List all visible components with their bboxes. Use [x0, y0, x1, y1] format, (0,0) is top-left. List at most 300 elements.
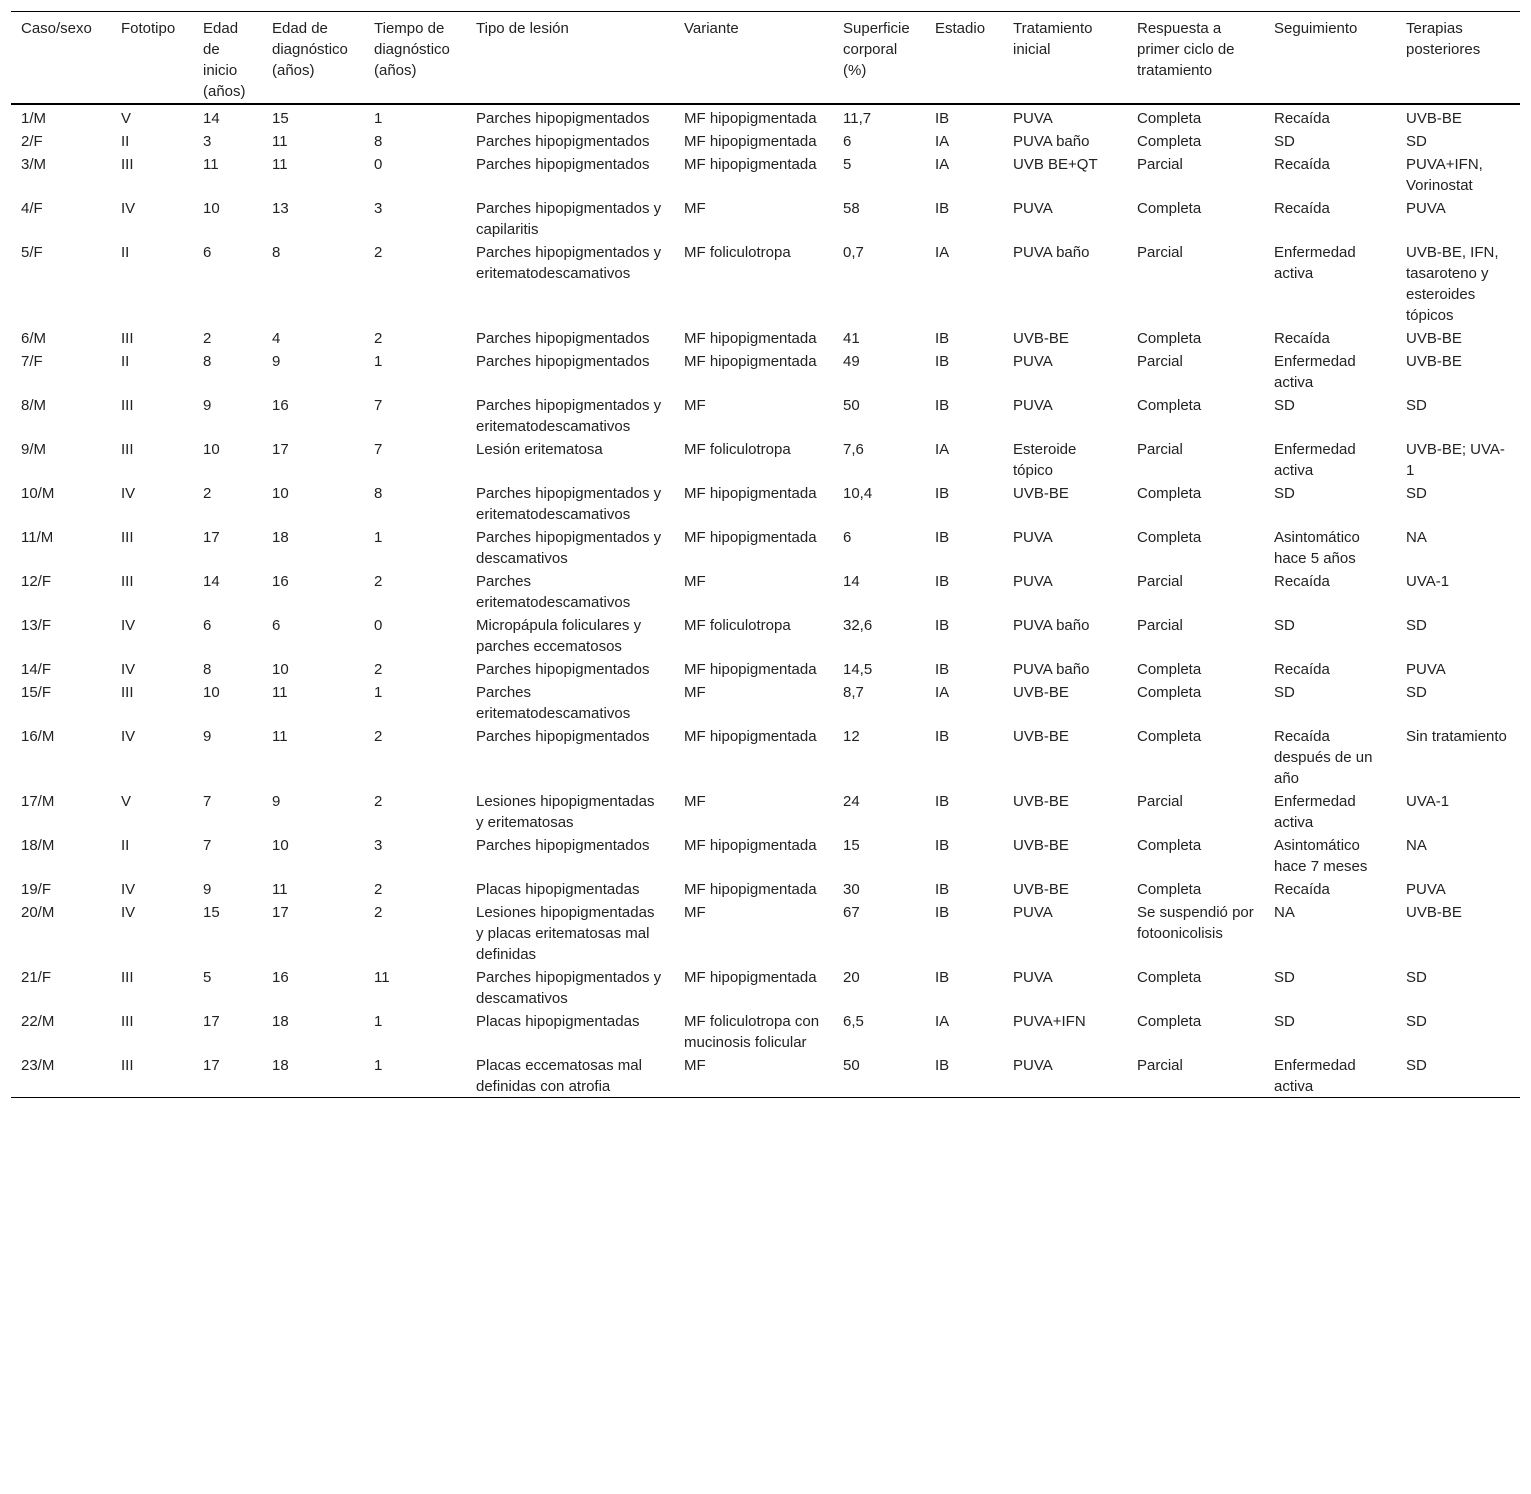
table-row [11, 129, 1520, 152]
cell-subsequent-therapies: UVB-BE; UVA-1 [1406, 441, 1505, 479]
cell-follow-up: SD [1274, 133, 1295, 150]
cell-variant: MF [684, 397, 706, 414]
cell-initial-treatment: UVB-BE [1013, 684, 1069, 701]
cell-variant: MF hipopigmentada [684, 353, 817, 370]
cell-phototype: II [121, 837, 130, 854]
table-row [11, 900, 1520, 965]
cell-subsequent-therapies: PUVA [1406, 881, 1446, 898]
clinical-cases-table [11, 11, 1520, 1098]
cell-variant: MF [684, 684, 706, 701]
column-header-phototype: Fototipo [121, 20, 176, 37]
cell-diagnosis-time: 1 [374, 1013, 383, 1030]
cell-phototype: III [121, 529, 134, 546]
cell-initial-treatment: UVB-BE [1013, 330, 1069, 347]
cell-initial-treatment: UVB-BE [1013, 485, 1069, 502]
cell-onset-age: 14 [203, 110, 220, 127]
cell-variant: MF hipopigmentada [684, 110, 817, 127]
column-header-stage: Estadio [935, 20, 986, 37]
cell-onset-age: 17 [203, 1057, 220, 1074]
cell-onset-age: 15 [203, 904, 220, 921]
cell-diagnosis-age: 18 [272, 529, 289, 546]
cell-follow-up: Recaída [1274, 110, 1330, 127]
table-row [11, 724, 1520, 789]
cell-diagnosis-time: 8 [374, 133, 383, 150]
table-row [11, 680, 1520, 724]
cell-initial-treatment: PUVA [1013, 200, 1053, 217]
cell-body-surface: 15 [843, 837, 860, 854]
cell-lesion-type: Parches hipopigmentados [476, 353, 650, 370]
cell-diagnosis-time: 11 [374, 969, 390, 986]
cell-lesion-type: Parches eritematodescamativos [476, 684, 631, 722]
cell-body-surface: 6 [843, 529, 852, 546]
column-header-diagnosis-time: Tiempo de diagnóstico (años) [374, 20, 450, 79]
cell-onset-age: 9 [203, 728, 212, 745]
cell-initial-treatment: UVB-BE [1013, 793, 1069, 810]
cell-first-cycle-response: Completa [1137, 837, 1202, 854]
column-header-initial-treatment: Tratamiento inicial [1013, 20, 1093, 58]
cell-body-surface: 49 [843, 353, 860, 370]
cell-body-surface: 24 [843, 793, 860, 810]
cell-subsequent-therapies: SD [1406, 684, 1427, 701]
cell-diagnosis-time: 1 [374, 684, 383, 701]
cell-phototype: II [121, 133, 130, 150]
cell-subsequent-therapies: Sin tratamiento [1406, 728, 1507, 745]
cell-initial-treatment: PUVA baño [1013, 661, 1090, 678]
cell-stage: IB [935, 485, 950, 502]
cell-diagnosis-age: 16 [272, 397, 289, 414]
cell-subsequent-therapies: SD [1406, 969, 1427, 986]
cell-follow-up: Enfermedad activa [1274, 1057, 1356, 1095]
cell-lesion-type: Parches hipopigmentados y capilaritis [476, 200, 662, 238]
cell-diagnosis-age: 18 [272, 1013, 289, 1030]
clinical-table-container [11, 11, 1520, 1098]
cell-lesion-type: Parches hipopigmentados y eritematodescamativos [476, 244, 662, 282]
cell-onset-age: 14 [203, 573, 220, 590]
cell-case-sex: 8/M [21, 397, 47, 414]
table-row [11, 481, 1520, 525]
cell-first-cycle-response: Parcial [1137, 1057, 1183, 1074]
cell-variant: MF foliculotropa [684, 244, 791, 261]
cell-onset-age: 10 [203, 684, 220, 701]
cell-case-sex: 1/M [21, 110, 47, 127]
cell-first-cycle-response: Completa [1137, 330, 1202, 347]
cell-follow-up: SD [1274, 684, 1295, 701]
table-row [11, 833, 1520, 877]
cell-lesion-type: Lesiones hipopigmentadas y placas eritematosas mal definidas [476, 904, 655, 963]
cell-case-sex: 21/F [21, 969, 52, 986]
cell-onset-age: 3 [203, 133, 212, 150]
cell-follow-up: NA [1274, 904, 1295, 921]
cell-lesion-type: Lesión eritematosa [476, 441, 603, 458]
cell-diagnosis-age: 8 [272, 244, 281, 261]
cell-subsequent-therapies: PUVA [1406, 200, 1446, 217]
cell-case-sex: 15/F [21, 684, 52, 701]
column-header-onset-age: Edad de inicio (años) [203, 20, 246, 100]
cell-diagnosis-age: 4 [272, 330, 281, 347]
cell-onset-age: 17 [203, 529, 220, 546]
cell-diagnosis-time: 2 [374, 728, 383, 745]
cell-stage: IA [935, 684, 950, 701]
cell-first-cycle-response: Completa [1137, 529, 1202, 546]
cell-diagnosis-time: 0 [374, 156, 383, 173]
cell-stage: IB [935, 1057, 950, 1074]
cell-follow-up: Asintomático hace 5 años [1274, 529, 1360, 567]
cell-lesion-type: Parches hipopigmentados y eritematodescamativos [476, 485, 662, 523]
cell-phototype: IV [121, 661, 136, 678]
cell-initial-treatment: Esteroide tópico [1013, 441, 1077, 479]
cell-phototype: IV [121, 904, 136, 921]
cell-follow-up: Recaída [1274, 330, 1330, 347]
cell-case-sex: 11/M [21, 529, 54, 546]
table-row [11, 789, 1520, 833]
table-row [11, 437, 1520, 481]
cell-first-cycle-response: Parcial [1137, 244, 1183, 261]
cell-diagnosis-time: 2 [374, 904, 383, 921]
cell-phototype: II [121, 244, 130, 261]
cell-stage: IA [935, 133, 950, 150]
cell-body-surface: 5 [843, 156, 852, 173]
cell-first-cycle-response: Parcial [1137, 573, 1183, 590]
cell-case-sex: 19/F [21, 881, 52, 898]
cell-phototype: III [121, 156, 134, 173]
cell-stage: IB [935, 617, 950, 634]
cell-diagnosis-age: 17 [272, 441, 289, 458]
cell-diagnosis-time: 1 [374, 353, 383, 370]
table-row [11, 240, 1520, 326]
cell-stage: IB [935, 200, 950, 217]
cell-diagnosis-time: 2 [374, 573, 383, 590]
column-header-body-surface: Superficie corporal (%) [843, 20, 910, 79]
cell-phototype: III [121, 441, 134, 458]
column-header-case-sex: Caso/sexo [21, 20, 92, 37]
cell-body-surface: 11,7 [843, 110, 872, 127]
cell-diagnosis-age: 16 [272, 969, 289, 986]
cell-body-surface: 50 [843, 1057, 860, 1074]
cell-first-cycle-response: Completa [1137, 728, 1202, 745]
cell-subsequent-therapies: UVB-BE [1406, 330, 1462, 347]
cell-body-surface: 0,7 [843, 244, 864, 261]
cell-onset-age: 10 [203, 441, 220, 458]
column-header-first-cycle-response: Respuesta a primer ciclo de tratamiento [1137, 20, 1235, 79]
cell-variant: MF hipopigmentada [684, 156, 817, 173]
cell-subsequent-therapies: NA [1406, 529, 1427, 546]
cell-diagnosis-age: 11 [272, 156, 288, 173]
cell-lesion-type: Parches hipopigmentados y descamativos [476, 969, 662, 1007]
cell-case-sex: 17/M [21, 793, 55, 810]
cell-initial-treatment: PUVA [1013, 1057, 1053, 1074]
cell-lesion-type: Parches hipopigmentados [476, 728, 650, 745]
cell-diagnosis-age: 10 [272, 485, 289, 502]
cell-phototype: IV [121, 485, 136, 502]
column-header-variant: Variante [684, 20, 739, 37]
cell-variant: MF hipopigmentada [684, 485, 817, 502]
cell-diagnosis-age: 18 [272, 1057, 289, 1074]
cell-case-sex: 18/M [21, 837, 55, 854]
cell-follow-up: Enfermedad activa [1274, 793, 1356, 831]
cell-first-cycle-response: Parcial [1137, 156, 1183, 173]
cell-body-surface: 14 [843, 573, 860, 590]
cell-initial-treatment: PUVA [1013, 573, 1053, 590]
cell-case-sex: 16/M [21, 728, 55, 745]
table-row [11, 326, 1520, 349]
cell-first-cycle-response: Parcial [1137, 353, 1183, 370]
cell-case-sex: 23/M [21, 1057, 55, 1074]
cell-diagnosis-time: 0 [374, 617, 383, 634]
table-row [11, 657, 1520, 680]
cell-variant: MF [684, 200, 706, 217]
cell-variant: MF hipopigmentada [684, 837, 817, 854]
cell-phototype: V [121, 793, 132, 810]
cell-stage: IB [935, 573, 950, 590]
cell-subsequent-therapies: UVA-1 [1406, 573, 1450, 590]
cell-case-sex: 5/F [21, 244, 43, 261]
cell-lesion-type: Parches hipopigmentados [476, 330, 650, 347]
cell-follow-up: Recaída [1274, 156, 1330, 173]
cell-initial-treatment: PUVA baño [1013, 133, 1090, 150]
cell-variant: MF [684, 573, 706, 590]
column-header-follow-up: Seguimiento [1274, 20, 1358, 37]
cell-body-surface: 14,5 [843, 661, 873, 678]
cell-variant: MF [684, 1057, 706, 1074]
cell-diagnosis-age: 10 [272, 661, 289, 678]
cell-phototype: IV [121, 728, 136, 745]
cell-phototype: III [121, 969, 134, 986]
cell-lesion-type: Placas hipopigmentadas [476, 1013, 640, 1030]
cell-stage: IB [935, 904, 950, 921]
cell-diagnosis-age: 17 [272, 904, 289, 921]
cell-onset-age: 6 [203, 244, 212, 261]
cell-initial-treatment: PUVA [1013, 904, 1053, 921]
cell-lesion-type: Lesiones hipopigmentadas y eritematosas [476, 793, 655, 831]
cell-diagnosis-age: 15 [272, 110, 289, 127]
cell-follow-up: SD [1274, 397, 1295, 414]
cell-phototype: III [121, 573, 134, 590]
cell-follow-up: Enfermedad activa [1274, 441, 1356, 479]
cell-body-surface: 8,7 [843, 684, 864, 701]
column-header-diagnosis-age: Edad de diagnóstico (años) [272, 20, 348, 79]
cell-lesion-type: Parches hipopigmentados y eritematodescamativos [476, 397, 662, 435]
table-row [11, 613, 1520, 657]
cell-follow-up: SD [1274, 617, 1295, 634]
cell-subsequent-therapies: UVB-BE [1406, 904, 1462, 921]
cell-variant: MF hipopigmentada [684, 728, 817, 745]
cell-case-sex: 10/M [21, 485, 55, 502]
cell-onset-age: 10 [203, 200, 220, 217]
cell-subsequent-therapies: SD [1406, 485, 1427, 502]
cell-subsequent-therapies: UVB-BE, IFN, tasaroteno y esteroides tópicos [1406, 244, 1499, 324]
table-row [11, 152, 1520, 196]
cell-initial-treatment: PUVA [1013, 110, 1053, 127]
cell-variant: MF foliculotropa [684, 617, 791, 634]
cell-diagnosis-time: 2 [374, 330, 383, 347]
cell-diagnosis-age: 11 [272, 133, 288, 150]
cell-diagnosis-age: 6 [272, 617, 281, 634]
cell-stage: IA [935, 1013, 950, 1030]
table-row [11, 349, 1520, 393]
cell-body-surface: 7,6 [843, 441, 864, 458]
cell-diagnosis-time: 1 [374, 110, 383, 127]
table-row [11, 965, 1520, 1009]
cell-first-cycle-response: Completa [1137, 881, 1202, 898]
cell-diagnosis-time: 1 [374, 1057, 383, 1074]
cell-stage: IB [935, 397, 950, 414]
cell-follow-up: Recaída [1274, 881, 1330, 898]
table-row [11, 104, 1520, 129]
cell-diagnosis-age: 11 [272, 728, 288, 745]
cell-onset-age: 8 [203, 661, 212, 678]
cell-initial-treatment: PUVA [1013, 353, 1053, 370]
cell-diagnosis-age: 9 [272, 793, 281, 810]
cell-phototype: IV [121, 200, 136, 217]
cell-phototype: III [121, 397, 134, 414]
cell-follow-up: Asintomático hace 7 meses [1274, 837, 1368, 875]
cell-body-surface: 10,4 [843, 485, 873, 502]
cell-diagnosis-time: 3 [374, 200, 383, 217]
cell-first-cycle-response: Parcial [1137, 441, 1183, 458]
cell-stage: IA [935, 244, 950, 261]
cell-phototype: II [121, 353, 130, 370]
cell-first-cycle-response: Se suspendió por fotoonicolisis [1137, 904, 1254, 942]
cell-case-sex: 4/F [21, 200, 43, 217]
cell-subsequent-therapies: UVB-BE [1406, 353, 1462, 370]
table-row [11, 569, 1520, 613]
table-row [11, 525, 1520, 569]
cell-body-surface: 58 [843, 200, 860, 217]
cell-phototype: IV [121, 617, 136, 634]
cell-lesion-type: Parches hipopigmentados [476, 661, 650, 678]
cell-variant: MF hipopigmentada [684, 881, 817, 898]
cell-onset-age: 7 [203, 793, 212, 810]
cell-phototype: III [121, 1057, 134, 1074]
cell-case-sex: 2/F [21, 133, 43, 150]
cell-diagnosis-age: 13 [272, 200, 289, 217]
cell-subsequent-therapies: UVB-BE [1406, 110, 1462, 127]
cell-diagnosis-time: 2 [374, 881, 383, 898]
cell-variant: MF hipopigmentada [684, 330, 817, 347]
cell-first-cycle-response: Completa [1137, 397, 1202, 414]
cell-case-sex: 7/F [21, 353, 43, 370]
table-header-row [11, 12, 1520, 105]
cell-variant: MF foliculotropa con mucinosis folicular [684, 1013, 820, 1051]
cell-diagnosis-age: 11 [272, 684, 288, 701]
cell-phototype: III [121, 1013, 134, 1030]
cell-onset-age: 2 [203, 485, 212, 502]
cell-stage: IA [935, 156, 950, 173]
cell-body-surface: 30 [843, 881, 860, 898]
cell-initial-treatment: PUVA baño [1013, 244, 1090, 261]
cell-stage: IB [935, 793, 950, 810]
cell-subsequent-therapies: SD [1406, 617, 1427, 634]
cell-lesion-type: Parches hipopigmentados [476, 837, 650, 854]
cell-follow-up: Recaída [1274, 661, 1330, 678]
cell-first-cycle-response: Parcial [1137, 617, 1183, 634]
column-header-lesion-type: Tipo de lesión [476, 20, 569, 37]
cell-variant: MF hipopigmentada [684, 529, 817, 546]
cell-case-sex: 12/F [21, 573, 52, 590]
cell-initial-treatment: UVB BE+QT [1013, 156, 1098, 173]
cell-first-cycle-response: Completa [1137, 1013, 1202, 1030]
cell-diagnosis-time: 2 [374, 661, 383, 678]
cell-onset-age: 9 [203, 397, 212, 414]
table-row [11, 196, 1520, 240]
column-header-subsequent-therapies: Terapias posteriores [1406, 20, 1481, 58]
cell-diagnosis-time: 7 [374, 397, 383, 414]
cell-diagnosis-time: 7 [374, 441, 383, 458]
cell-first-cycle-response: Completa [1137, 133, 1202, 150]
cell-initial-treatment: PUVA [1013, 529, 1053, 546]
cell-case-sex: 20/M [21, 904, 55, 921]
cell-follow-up: Recaída [1274, 200, 1330, 217]
cell-stage: IB [935, 837, 950, 854]
cell-first-cycle-response: Completa [1137, 661, 1202, 678]
cell-body-surface: 41 [843, 330, 860, 347]
cell-initial-treatment: UVB-BE [1013, 728, 1069, 745]
cell-first-cycle-response: Completa [1137, 200, 1202, 217]
table-body [11, 104, 1520, 1098]
cell-subsequent-therapies: PUVA+IFN, Vorinostat [1406, 156, 1483, 194]
table-row [11, 393, 1520, 437]
cell-diagnosis-time: 3 [374, 837, 383, 854]
cell-diagnosis-age: 16 [272, 573, 289, 590]
cell-onset-age: 11 [203, 156, 219, 173]
cell-phototype: III [121, 330, 134, 347]
cell-stage: IA [935, 441, 950, 458]
cell-diagnosis-age: 9 [272, 353, 281, 370]
cell-follow-up: Enfermedad activa [1274, 353, 1356, 391]
cell-follow-up: Recaída después de un año [1274, 728, 1373, 787]
cell-initial-treatment: UVB-BE [1013, 881, 1069, 898]
cell-stage: IB [935, 881, 950, 898]
cell-case-sex: 3/M [21, 156, 47, 173]
cell-stage: IB [935, 353, 950, 370]
cell-variant: MF hipopigmentada [684, 661, 817, 678]
cell-variant: MF hipopigmentada [684, 969, 817, 986]
cell-stage: IB [935, 330, 950, 347]
cell-diagnosis-age: 10 [272, 837, 289, 854]
cell-onset-age: 5 [203, 969, 212, 986]
cell-onset-age: 9 [203, 881, 212, 898]
cell-lesion-type: Parches hipopigmentados [476, 156, 650, 173]
cell-variant: MF foliculotropa [684, 441, 791, 458]
cell-body-surface: 12 [843, 728, 860, 745]
cell-body-surface: 20 [843, 969, 860, 986]
cell-follow-up: SD [1274, 969, 1295, 986]
cell-variant: MF [684, 904, 706, 921]
cell-first-cycle-response: Completa [1137, 969, 1202, 986]
table-row [11, 1009, 1520, 1053]
cell-lesion-type: Parches hipopigmentados [476, 110, 650, 127]
cell-diagnosis-time: 8 [374, 485, 383, 502]
cell-subsequent-therapies: SD [1406, 1057, 1427, 1074]
cell-follow-up: SD [1274, 485, 1295, 502]
cell-stage: IB [935, 110, 950, 127]
cell-body-surface: 6 [843, 133, 852, 150]
cell-initial-treatment: PUVA [1013, 969, 1053, 986]
table-row [11, 1053, 1520, 1098]
cell-follow-up: Enfermedad activa [1274, 244, 1356, 282]
cell-lesion-type: Parches hipopigmentados y descamativos [476, 529, 662, 567]
cell-stage: IB [935, 661, 950, 678]
cell-first-cycle-response: Completa [1137, 684, 1202, 701]
cell-onset-age: 17 [203, 1013, 220, 1030]
cell-subsequent-therapies: NA [1406, 837, 1427, 854]
cell-phototype: III [121, 684, 134, 701]
table-row [11, 877, 1520, 900]
cell-initial-treatment: UVB-BE [1013, 837, 1069, 854]
cell-subsequent-therapies: UVA-1 [1406, 793, 1450, 810]
cell-body-surface: 32,6 [843, 617, 873, 634]
cell-lesion-type: Placas hipopigmentadas [476, 881, 640, 898]
